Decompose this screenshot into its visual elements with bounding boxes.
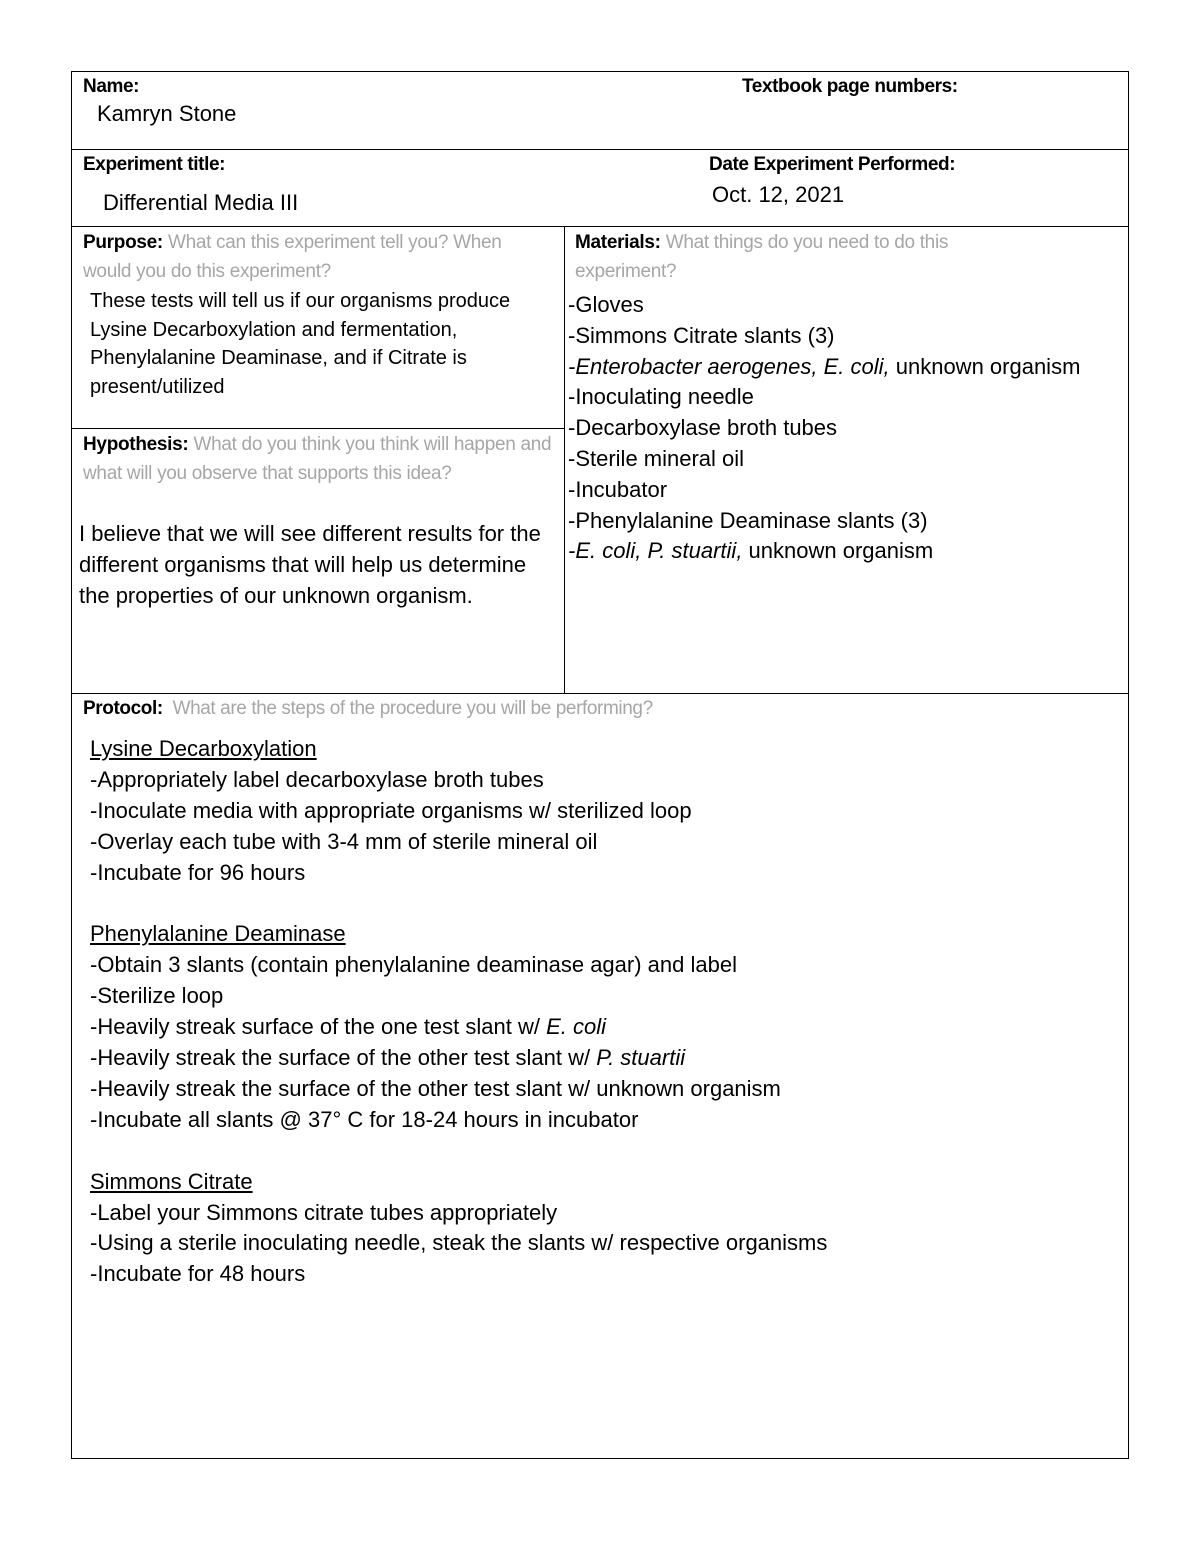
row-divider-3 (72, 693, 1128, 694)
column-divider (564, 226, 565, 694)
protocol-step: -Heavily streak the surface of the other test slant w/ P. stuartii (90, 1045, 686, 1071)
row-divider-1 (72, 149, 1128, 150)
protocol-prompt (83, 698, 653, 720)
lab-report-form (71, 71, 1129, 1459)
protocol-step: -Obtain 3 slants (contain phenylalanine deaminase agar) and label (90, 952, 737, 978)
materials-item: -E. coli, P. stuartii, unknown organism (568, 538, 934, 564)
protocol-step: -Label your Simmons citrate tubes appropriately (90, 1199, 558, 1225)
date-performed-label: Date Experiment Performed: (709, 154, 956, 175)
materials-item: -Decarboxylase broth tubes (568, 415, 838, 441)
materials-prompt (575, 228, 1045, 286)
protocol-step: -Overlay each tube with 3-4 mm of sterile mineral oil (90, 828, 598, 854)
protocol-step: -Incubate for 96 hours (90, 859, 306, 885)
purpose-prompt (83, 228, 553, 286)
purpose-hypothesis-divider (72, 428, 565, 429)
name-label: Name: (83, 76, 140, 97)
protocol-section-title: Simmons Citrate (90, 1168, 253, 1194)
protocol-step: -Sterilize loop (90, 983, 224, 1009)
date-performed-value: Oct. 12, 2021 (712, 182, 845, 207)
hypothesis-hint: What do you think you think will happen and what will you observe that supports this idea? (83, 434, 552, 484)
materials-item: -Phenylalanine Deaminase slants (3) (568, 507, 928, 533)
materials-item: -Simmons Citrate slants (3) (568, 322, 835, 348)
protocol-step: -Inoculate media with appropriate organisms w/ sterilized loop (90, 797, 692, 823)
name-value: Kamryn Stone (97, 101, 237, 126)
materials-item: -Incubator (568, 476, 668, 502)
protocol-step: -Incubate all slants @ 37° C for 18-24 hours in incubator (90, 1106, 639, 1132)
protocol-step: -Appropriately label decarboxylase broth tubes (90, 766, 544, 792)
hypothesis-prompt (83, 430, 558, 488)
purpose-hint: What can this experiment tell you? When would you do this experiment? (83, 232, 502, 282)
protocol-body (90, 734, 1110, 1290)
row-divider-2 (72, 226, 1128, 227)
materials-item: -Enterobacter aerogenes, E. coli, unknown organism (568, 353, 1081, 379)
materials-hint: What things do you need to do this experiment? (575, 232, 949, 282)
purpose-text: These tests will tell us if our organisms produce Lysine Decarboxylation and fermentation, Phenylalanine Deaminase, and if Citrate is present/utilized (90, 290, 511, 398)
protocol-step: -Heavily streak surface of the one test slant w/ E. coli (90, 1014, 607, 1040)
protocol-label: Protocol: (83, 698, 163, 719)
materials-item: -Sterile mineral oil (568, 445, 745, 471)
hypothesis-text: I believe that we will see different results for the different organisms that will help us determine the properties of our unknown organism. (79, 521, 541, 608)
protocol-section-title: Lysine Decarboxylation (90, 736, 317, 761)
materials-list (568, 290, 1108, 567)
purpose-label: Purpose: (83, 232, 163, 253)
experiment-title-label: Experiment title: (83, 154, 226, 175)
experiment-title-value: Differential Media III (103, 190, 299, 215)
protocol-hint: What are the steps of the procedure you will be performing? (172, 698, 653, 719)
hypothesis-label: Hypothesis: (83, 434, 189, 455)
materials-item: -Gloves (568, 292, 644, 317)
materials-label: Materials: (575, 232, 661, 253)
protocol-step: -Heavily streak the surface of the other test slant w/ unknown organism (90, 1075, 781, 1101)
materials-item: -Inoculating needle (568, 384, 754, 410)
protocol-section-title: Phenylalanine Deaminase (90, 921, 346, 947)
protocol-step: -Using a sterile inoculating needle, steak the slants w/ respective organisms (90, 1230, 828, 1256)
textbook-pages-label: Textbook page numbers: (742, 76, 958, 97)
protocol-step: -Incubate for 48 hours (90, 1261, 306, 1287)
